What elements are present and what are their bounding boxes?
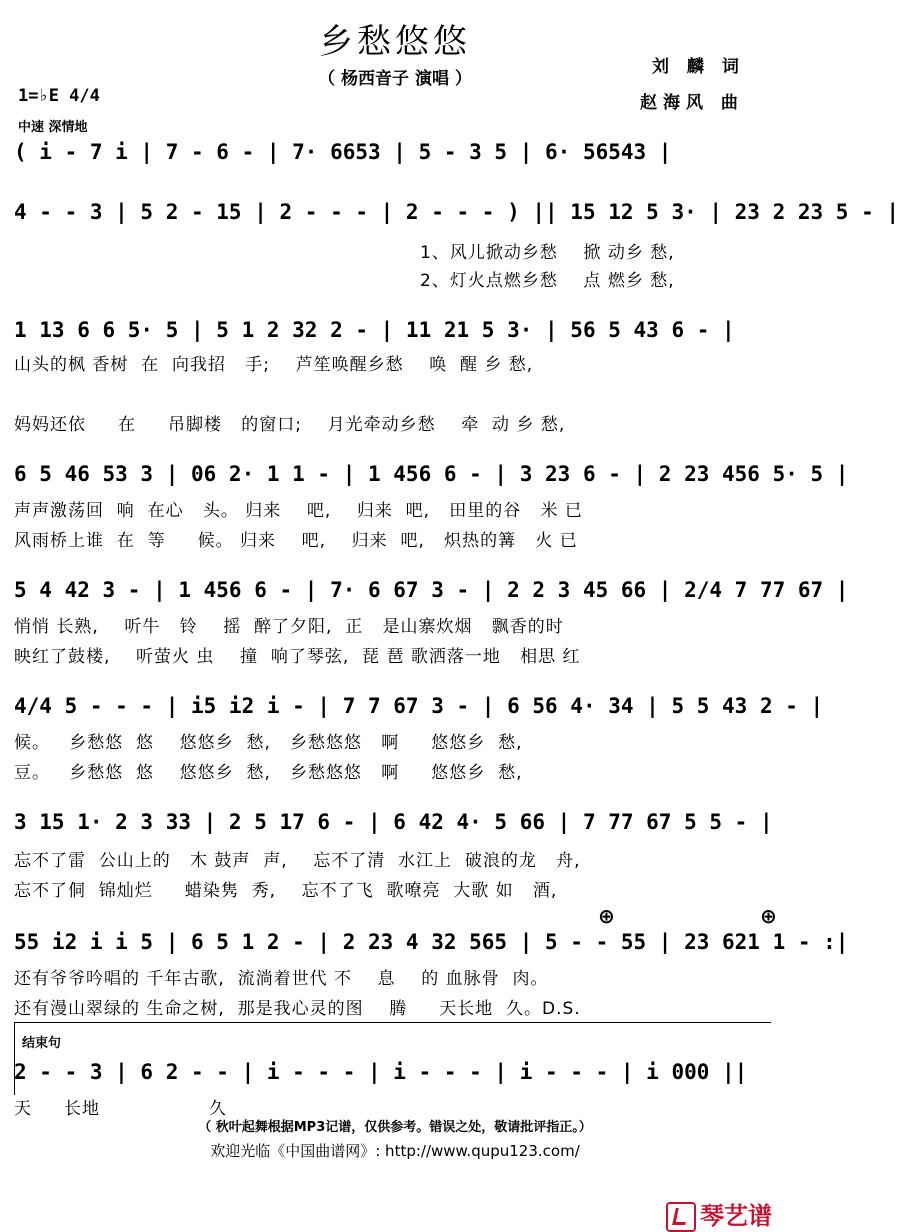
score-row-1-notes: ( i - 7 i | 7 - 6 - | 7· 6653 | 5 - 3 5 | 6· 56543 | xyxy=(14,140,672,164)
score-row-8-lyric-1: 还有爷爷吟唱的 千年古歌, 流淌着世代 不 息 的 血脉骨 肉。 xyxy=(14,969,549,989)
key-signature: 1=♭E 4/4 xyxy=(18,86,100,106)
composer-credit: 赵海风 曲 xyxy=(640,93,744,113)
score-row-8-notes: 55 i2 i i 5 | 6 5 1 2 - | 2 23 4 32 565 | 5 - - 55 | 23 621 1 - :| xyxy=(14,930,849,954)
score-row-4-notes: 6 5 46 53 3 | 06 2· 1 1 - | 1 456 6 - | 3 23 6 - | 2 23 456 5· 5 | xyxy=(14,462,849,486)
ending-notes: 2 - - 3 | 6 2 - - | i - - - | i - - - | i - - - | i 000 || xyxy=(14,1060,748,1084)
score-row-8-lyric-2: 还有漫山翠绿的 生命之树, 那是我心灵的图 腾 天长地 久。D.S. xyxy=(14,999,581,1019)
performer-subtitle: （ 杨西音子 演唱 ） xyxy=(318,69,472,89)
score-row-4-lyric-2: 风雨桥上谁 在 等 候。 归来 吧, 归来 吧, 炽热的篝 火 已 xyxy=(14,531,578,551)
segno-coda-icon: ⊕ xyxy=(598,904,615,928)
tempo-marking: 中速 深情地 xyxy=(18,120,88,135)
score-row-3-notes: 1 13 6 6 5· 5 | 5 1 2 32 2 - | 11 21 5 3· | 56 5 43 6 - | xyxy=(14,318,735,342)
ending-label: 结束句 xyxy=(22,1036,62,1051)
score-row-5-lyric-1: 悄悄 长熟, 听牛 铃 摇 醉了夕阳, 正 是山寨炊烟 飘香的时 xyxy=(14,617,564,637)
score-row-5-notes: 5 4 42 3 - | 1 456 6 - | 7· 6 67 3 - | 2 2 3 45 66 | 2/4 7 77 67 | xyxy=(14,578,849,602)
lyricist-credit: 刘 麟 词 xyxy=(652,57,745,77)
score-row-3-lyric-2: 妈妈还依 在 吊脚楼 的窗口; 月光牵动乡愁 牵 动 乡 愁, xyxy=(14,415,566,435)
score-row-7-notes: 3 15 1· 2 3 33 | 2 5 17 6 - | 6 42 4· 5 66 | 7 77 67 5 5 - | xyxy=(14,810,773,834)
score-row-2-notes: 4 - - 3 | 5 2 - 15 | 2 - - - | 2 - - - ) || 15 12 5 3· | 23 2 23 5 - | xyxy=(14,200,899,224)
logo-icon xyxy=(666,1202,696,1232)
site-logo xyxy=(649,1168,772,1232)
score-row-2-lyric-2: 2、灯火点燃乡愁 点 燃乡 愁, xyxy=(420,271,675,291)
ending-lyric: 天 长地 久 xyxy=(14,1099,227,1119)
score-row-7-lyric-1: 忘不了雷 公山上的 木 鼓声 声, 忘不了清 水江上 破浪的龙 舟, xyxy=(14,851,581,871)
score-row-5-lyric-2: 映红了鼓楼, 听萤火 虫 撞 响了琴弦, 琵 琶 歌洒落一地 相思 红 xyxy=(14,647,581,667)
ending-bracket xyxy=(14,1022,771,1095)
score-row-6-lyric-2: 豆。 乡愁悠 悠 悠悠乡 愁, 乡愁悠悠 啊 悠悠乡 愁, xyxy=(14,763,523,783)
logo-text: 琴艺谱 xyxy=(700,1202,772,1230)
score-row-3-lyric-1: 山头的枫 香树 在 向我招 手; 芦笙唤醒乡愁 唤 醒 乡 愁, xyxy=(14,355,534,375)
coda-end-icon: ⊕ xyxy=(760,904,777,928)
score-row-2-lyric-1: 1、风儿掀动乡愁 掀 动乡 愁, xyxy=(420,243,675,263)
score-row-6-lyric-1: 候。 乡愁悠 悠 悠悠乡 愁, 乡愁悠悠 啊 悠悠乡 愁, xyxy=(14,733,523,753)
score-row-7-lyric-2: 忘不了侗 锦灿烂 蜡染隽 秀, 忘不了飞 歌嘹亮 大歌 如 酒, xyxy=(14,881,558,901)
site-welcome-link[interactable]: 欢迎光临《中国曲谱网》: http://www.qupu123.com/ xyxy=(210,1142,580,1160)
song-title: 乡愁悠悠 xyxy=(319,22,471,62)
score-row-6-notes: 4/4 5 - - - | i5 i2 i - | 7 7 67 3 - | 6 56 4· 34 | 5 5 43 2 - | xyxy=(14,694,824,718)
score-row-4-lyric-1: 声声激荡回 响 在心 头。 归来 吧, 归来 吧, 田里的谷 米 已 xyxy=(14,501,583,521)
transcription-footnote: （ 秋叶起舞根据MP3记谱，仅供参考。错误之处，敬请批评指正。） xyxy=(198,1120,592,1135)
